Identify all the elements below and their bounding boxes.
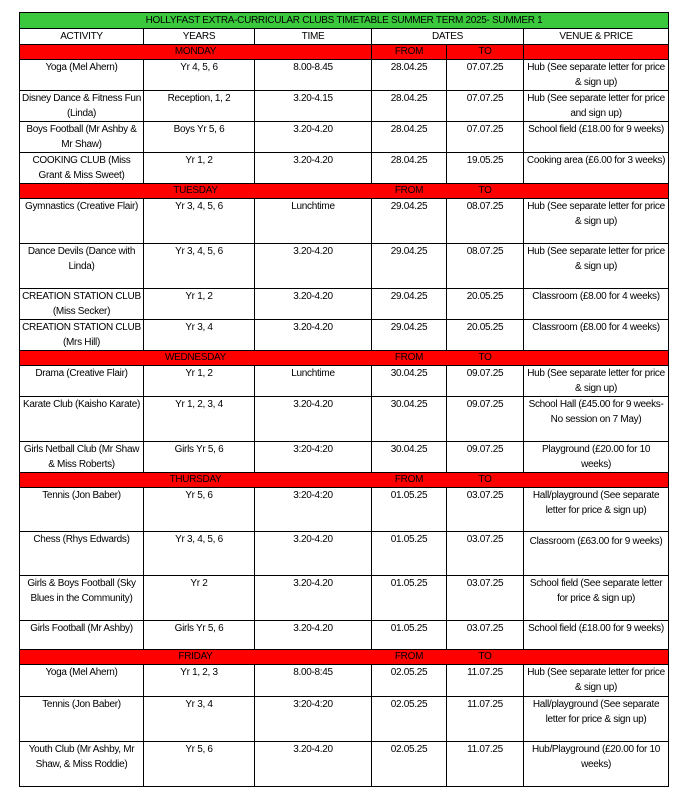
activity-cell: Boys Football (Mr Ashby & Mr Shaw) bbox=[20, 122, 144, 153]
time-cell: 3.20-4.20 bbox=[255, 320, 372, 351]
day-name: WEDNESDAY bbox=[20, 351, 372, 366]
years-cell: Yr 4, 5, 6 bbox=[144, 60, 255, 91]
column-header-row bbox=[20, 29, 669, 45]
table-row bbox=[20, 488, 669, 532]
venue-cell: Hub/Playground (£20.00 for 10 weeks) bbox=[524, 742, 669, 787]
from-cell: 02.05.25 bbox=[372, 742, 447, 787]
venue-cell: School field (See separate letter for price & sign up) bbox=[524, 576, 669, 621]
time-cell: 8.00-8:45 bbox=[255, 665, 372, 697]
from-label: FROM bbox=[372, 184, 447, 199]
day-name: FRIDAY bbox=[20, 650, 372, 665]
from-label: FROM bbox=[372, 351, 447, 366]
activity-cell: Dance Devils (Dance with Linda) bbox=[20, 244, 144, 289]
years-cell: Yr 1, 2 bbox=[144, 289, 255, 320]
time-cell: 8.00-8.45 bbox=[255, 60, 372, 91]
to-cell: 11.07.25 bbox=[447, 742, 524, 787]
header-activity: ACTIVITY bbox=[20, 29, 144, 45]
time-cell: 3.20-4.20 bbox=[255, 153, 372, 184]
to-cell: 03.07.25 bbox=[447, 532, 524, 576]
to-cell: 08.07.25 bbox=[447, 244, 524, 289]
table-row bbox=[20, 320, 669, 351]
to-label: TO bbox=[447, 650, 524, 665]
from-cell: 28.04.25 bbox=[372, 60, 447, 91]
time-cell: 3:20-4:20 bbox=[255, 697, 372, 742]
table-row bbox=[20, 60, 669, 91]
years-cell: Yr 2 bbox=[144, 576, 255, 621]
day-venue-blank bbox=[524, 650, 669, 665]
venue-cell: School Hall (£45.00 for 9 weeks- No session on 7 May) bbox=[524, 397, 669, 442]
from-cell: 01.05.25 bbox=[372, 576, 447, 621]
activity-cell: Youth Club (Mr Ashby, Mr Shaw, & Miss Roddie) bbox=[20, 742, 144, 787]
from-cell: 28.04.25 bbox=[372, 91, 447, 122]
years-cell: Yr 1, 2 bbox=[144, 366, 255, 397]
table-row bbox=[20, 366, 669, 397]
from-cell: 28.04.25 bbox=[372, 153, 447, 184]
time-cell: 3.20-4.20 bbox=[255, 621, 372, 650]
venue-cell: Classroom (£63.00 for 9 weeks) bbox=[524, 532, 669, 576]
time-cell: 3.20-4.20 bbox=[255, 244, 372, 289]
activity-cell: Karate Club (Kaisho Karate) bbox=[20, 397, 144, 442]
venue-cell: Hub (See separate letter for price & sign up) bbox=[524, 60, 669, 91]
time-cell: 3.20-4.20 bbox=[255, 289, 372, 320]
day-venue-blank bbox=[524, 45, 669, 60]
table-row bbox=[20, 244, 669, 289]
day-venue-blank bbox=[524, 473, 669, 488]
activity-cell: Girls Football (Mr Ashby) bbox=[20, 621, 144, 650]
venue-cell: Cooking area (£6.00 for 3 weeks) bbox=[524, 153, 669, 184]
activity-cell: Gymnastics (Creative Flair) bbox=[20, 199, 144, 244]
to-cell: 09.07.25 bbox=[447, 397, 524, 442]
years-cell: Yr 3, 4 bbox=[144, 320, 255, 351]
venue-cell: Hall/playground (See separate letter for price & sign up) bbox=[524, 697, 669, 742]
to-cell: 08.07.25 bbox=[447, 199, 524, 244]
activity-cell: Girls Netball Club (Mr Shaw & Miss Roberts) bbox=[20, 442, 144, 473]
header-years: YEARS bbox=[144, 29, 255, 45]
venue-cell: Classroom (£8.00 for 4 weeks) bbox=[524, 289, 669, 320]
to-cell: 11.07.25 bbox=[447, 665, 524, 697]
venue-cell: School field (£18.00 for 9 weeks) bbox=[524, 122, 669, 153]
venue-cell: Playground (£20.00 for 10 weeks) bbox=[524, 442, 669, 473]
years-cell: Yr 1, 2, 3 bbox=[144, 665, 255, 697]
venue-cell: School field (£18.00 for 9 weeks) bbox=[524, 621, 669, 650]
years-cell: Yr 3, 4, 5, 6 bbox=[144, 532, 255, 576]
to-cell: 03.07.25 bbox=[447, 621, 524, 650]
activity-cell: COOKING CLUB (Miss Grant & Miss Sweet) bbox=[20, 153, 144, 184]
from-cell: 30.04.25 bbox=[372, 397, 447, 442]
day-venue-blank bbox=[524, 184, 669, 199]
from-cell: 30.04.25 bbox=[372, 366, 447, 397]
title-row bbox=[20, 13, 669, 29]
to-cell: 03.07.25 bbox=[447, 488, 524, 532]
time-cell: 3.20-4.20 bbox=[255, 122, 372, 153]
day-header-monday bbox=[20, 45, 669, 60]
venue-cell: Hub (See separate letter for price & sign up) bbox=[524, 244, 669, 289]
activity-cell: CREATION STATION CLUB (Mrs Hill) bbox=[20, 320, 144, 351]
years-cell: Yr 3, 4, 5, 6 bbox=[144, 244, 255, 289]
to-cell: 07.07.25 bbox=[447, 122, 524, 153]
table-row bbox=[20, 532, 669, 576]
from-label: FROM bbox=[372, 45, 447, 60]
table-row bbox=[20, 621, 669, 650]
time-cell: 3.20-4.20 bbox=[255, 397, 372, 442]
to-cell: 20.05.25 bbox=[447, 320, 524, 351]
header-time: TIME bbox=[255, 29, 372, 45]
activity-cell: CREATION STATION CLUB (Miss Secker) bbox=[20, 289, 144, 320]
from-cell: 01.05.25 bbox=[372, 532, 447, 576]
years-cell: Yr 5, 6 bbox=[144, 742, 255, 787]
years-cell: Yr 1, 2 bbox=[144, 153, 255, 184]
from-cell: 01.05.25 bbox=[372, 488, 447, 532]
activity-cell: Disney Dance & Fitness Fun (Linda) bbox=[20, 91, 144, 122]
time-cell: 3:20-4:20 bbox=[255, 442, 372, 473]
time-cell: Lunchtime bbox=[255, 199, 372, 244]
to-cell: 07.07.25 bbox=[447, 91, 524, 122]
activity-cell: Tennis (Jon Baber) bbox=[20, 697, 144, 742]
to-label: TO bbox=[447, 45, 524, 60]
years-cell: Girls Yr 5, 6 bbox=[144, 621, 255, 650]
activity-cell: Tennis (Jon Baber) bbox=[20, 488, 144, 532]
activity-cell: Yoga (Mel Ahern) bbox=[20, 665, 144, 697]
years-cell: Reception, 1, 2 bbox=[144, 91, 255, 122]
table-row bbox=[20, 199, 669, 244]
time-cell: 3.20-4.20 bbox=[255, 742, 372, 787]
from-cell: 29.04.25 bbox=[372, 244, 447, 289]
day-venue-blank bbox=[524, 351, 669, 366]
clubs-timetable bbox=[19, 12, 669, 787]
from-cell: 29.04.25 bbox=[372, 320, 447, 351]
activity-cell: Girls & Boys Football (Sky Blues in the Community) bbox=[20, 576, 144, 621]
table-row bbox=[20, 742, 669, 787]
day-name: TUESDAY bbox=[20, 184, 372, 199]
from-cell: 01.05.25 bbox=[372, 621, 447, 650]
to-cell: 07.07.25 bbox=[447, 60, 524, 91]
day-header-wednesday bbox=[20, 351, 669, 366]
table-row bbox=[20, 153, 669, 184]
to-label: TO bbox=[447, 184, 524, 199]
to-label: TO bbox=[447, 473, 524, 488]
table-row bbox=[20, 91, 669, 122]
to-cell: 03.07.25 bbox=[447, 576, 524, 621]
venue-cell: Hub (See separate letter for price & sign up) bbox=[524, 665, 669, 697]
to-cell: 11.07.25 bbox=[447, 697, 524, 742]
from-cell: 30.04.25 bbox=[372, 442, 447, 473]
time-cell: 3.20-4.20 bbox=[255, 532, 372, 576]
header-venue: VENUE & PRICE bbox=[524, 29, 669, 45]
table-row bbox=[20, 576, 669, 621]
to-cell: 09.07.25 bbox=[447, 442, 524, 473]
years-cell: Yr 1, 2, 3, 4 bbox=[144, 397, 255, 442]
to-cell: 20.05.25 bbox=[447, 289, 524, 320]
day-header-friday bbox=[20, 650, 669, 665]
venue-cell: Hub (See separate letter for price and sign up) bbox=[524, 91, 669, 122]
time-cell: Lunchtime bbox=[255, 366, 372, 397]
venue-cell: Classroom (£8.00 for 4 weeks) bbox=[524, 320, 669, 351]
activity-cell: Yoga (Mel Ahern) bbox=[20, 60, 144, 91]
activity-cell: Drama (Creative Flair) bbox=[20, 366, 144, 397]
from-cell: 28.04.25 bbox=[372, 122, 447, 153]
years-cell: Yr 3, 4, 5, 6 bbox=[144, 199, 255, 244]
from-label: FROM bbox=[372, 650, 447, 665]
to-cell: 09.07.25 bbox=[447, 366, 524, 397]
table-row bbox=[20, 697, 669, 742]
day-header-thursday bbox=[20, 473, 669, 488]
from-label: FROM bbox=[372, 473, 447, 488]
table-row bbox=[20, 397, 669, 442]
from-cell: 02.05.25 bbox=[372, 665, 447, 697]
from-cell: 02.05.25 bbox=[372, 697, 447, 742]
years-cell: Yr 5, 6 bbox=[144, 488, 255, 532]
day-name: MONDAY bbox=[20, 45, 372, 60]
to-cell: 19.05.25 bbox=[447, 153, 524, 184]
day-name: THURSDAY bbox=[20, 473, 372, 488]
years-cell: Yr 3, 4 bbox=[144, 697, 255, 742]
table-row bbox=[20, 665, 669, 697]
table-row bbox=[20, 442, 669, 473]
table-row bbox=[20, 289, 669, 320]
time-cell: 3.20-4.20 bbox=[255, 576, 372, 621]
activity-cell: Chess (Rhys Edwards) bbox=[20, 532, 144, 576]
venue-cell: Hub (See separate letter for price & sign up) bbox=[524, 199, 669, 244]
from-cell: 29.04.25 bbox=[372, 199, 447, 244]
timetable-title: HOLLYFAST EXTRA-CURRICULAR CLUBS TIMETABLE SUMMER TERM 2025- SUMMER 1 bbox=[20, 13, 669, 29]
time-cell: 3.20-4.15 bbox=[255, 91, 372, 122]
years-cell: Boys Yr 5, 6 bbox=[144, 122, 255, 153]
to-label: TO bbox=[447, 351, 524, 366]
time-cell: 3:20-4:20 bbox=[255, 488, 372, 532]
venue-cell: Hub (See separate letter for price & sign up) bbox=[524, 366, 669, 397]
venue-cell: Hall/playground (See separate letter for price & sign up) bbox=[524, 488, 669, 532]
table-row bbox=[20, 122, 669, 153]
day-header-tuesday bbox=[20, 184, 669, 199]
header-dates: DATES bbox=[372, 29, 524, 45]
from-cell: 29.04.25 bbox=[372, 289, 447, 320]
years-cell: Girls Yr 5, 6 bbox=[144, 442, 255, 473]
